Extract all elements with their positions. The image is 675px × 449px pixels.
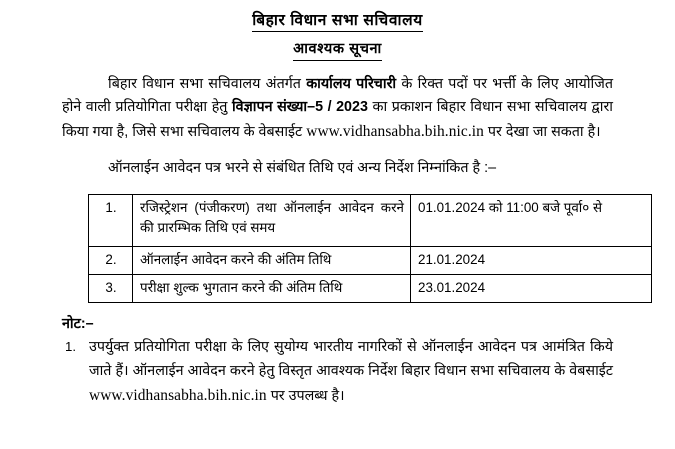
document-page xyxy=(0,11,675,449)
website-url-link[interactable]: www.vidhansabha.bih.nic.in xyxy=(89,387,267,405)
notes-section xyxy=(62,314,613,408)
table-row xyxy=(89,275,652,303)
paragraph-notice-bold-advt-no: विज्ञापन संख्या–5 / 2023 xyxy=(231,98,368,115)
paragraph-notice-part-1: बिहार विधान सभा सचिवालय अंतर्गत xyxy=(108,75,307,92)
notes-list xyxy=(62,336,613,408)
table-row xyxy=(89,194,652,246)
table-cell-serial: 1. xyxy=(89,194,133,246)
table-cell-serial: 3. xyxy=(89,275,133,303)
table-cell-date: 21.01.2024 xyxy=(411,246,652,274)
body-content xyxy=(62,73,613,181)
schedule-table xyxy=(88,194,652,304)
table-cell-description: परीक्षा शुल्क भुगतान करने की अंतिम तिथि xyxy=(133,275,411,303)
paragraph-notice-part-2: के रिक्त पदों पर भर्त्ती के लिए आयोजित होने वाली प्रतियोगिता परीक्षा हेतु xyxy=(62,75,613,115)
table-cell-serial: 2. xyxy=(89,246,133,274)
list-item xyxy=(62,336,613,408)
table-row xyxy=(89,246,652,274)
paragraph-notice-bold-post: कार्यालय परिचारी xyxy=(306,75,397,92)
website-url-link[interactable]: www.vidhansabha.bih.nic.in xyxy=(306,123,484,141)
table-cell-description: ऑनलाईन आवेदन करने की अंतिम तिथि xyxy=(133,246,411,274)
paragraph-notice-part-3: का प्रकाशन बिहार विधान सभा सचिवालय द्वारा किया गया है, जिसे सभा सचिवालय के वेबसाईट xyxy=(62,98,613,141)
schedule-table-wrapper xyxy=(88,194,609,304)
table-cell-date: 23.01.2024 xyxy=(411,275,652,303)
page-title: बिहार विधान सभा सचिवालय xyxy=(252,11,423,32)
paragraph-spacer xyxy=(62,144,613,157)
paragraph-notice xyxy=(62,73,613,145)
paragraph-notice-part-4: पर देखा जा सकता है। xyxy=(483,124,601,141)
table-cell-date: 01.01.2024 को 11:00 बजे पूर्वा० से xyxy=(411,194,652,246)
note-text-part-2: पर उपलब्ध है। xyxy=(266,388,345,405)
document-header xyxy=(0,11,675,32)
page-subtitle: आवश्यक सूचना xyxy=(293,40,382,60)
document-subheader xyxy=(0,40,675,60)
notes-heading: नोट:– xyxy=(62,316,94,333)
paragraph-dates-intro: ऑनलाईन आवेदन पत्र भरने से संबंधित तिथि एवं अन्य निर्देश निम्नांकित है :– xyxy=(108,160,497,177)
table-cell-description: रजिस्ट्रेशन (पंजीकरण) तथा ऑनलाईन आवेदन करने की प्रारम्भिक तिथि एवं समय xyxy=(133,194,411,246)
note-text-part-1: उपर्युक्त प्रतियोगिता परीक्षा के लिए सुयोग्य भारतीय नागरिकों से ऑनलाईन आवेदन पत्र आमंत्रित किये जाते हैं। ऑनलाईन आवेदन करने हेतु विस्तृत आवश्यक निर्देश बिहार विधान सभा सचिवालय के वेबसाईट xyxy=(89,339,613,379)
